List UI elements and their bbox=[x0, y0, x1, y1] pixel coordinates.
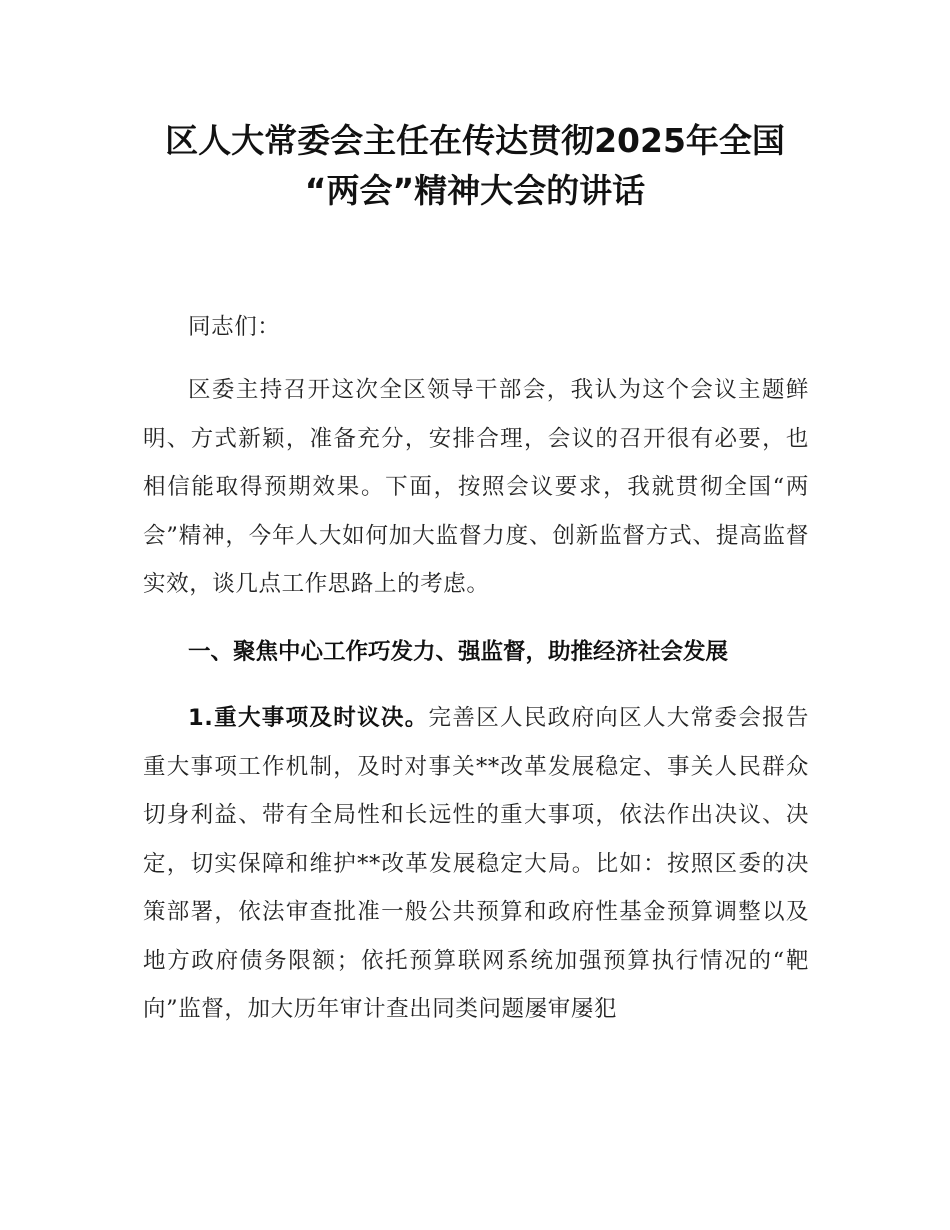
document-title bbox=[0, 116, 950, 216]
title-line-2: “两会”精神大会的讲话 bbox=[304, 171, 646, 210]
item-1-text: 完善区人民政府向区人大常委会报告重大事项工作机制，及时对事关**改革发展稳定、事关人民群众切身利益、带有全局性和长远性的重大事项，依法作出决议、决定，切实保障和维护**改革发展稳定大局。比如：按照区委的决策部署，依法审查批准一般公共预算和政府性基金预算调整以及地方政府债务限额；依托预算联网系统加强预算执行情况的“靶向”监督，加大历年审计查出同类问题屡审屡犯 bbox=[143, 705, 809, 1022]
section-1-heading: 一、聚焦中心工作巧发力、强监督，助推经济社会发展 bbox=[188, 639, 729, 665]
paragraph-1-block bbox=[143, 366, 809, 609]
greeting-block bbox=[143, 303, 809, 352]
paragraph-2 bbox=[143, 694, 809, 1034]
paragraph-2-block bbox=[143, 694, 809, 1034]
title-line-1: 区人大常委会主任在传达贯彻2025年全国 bbox=[165, 121, 785, 160]
greeting: 同志们： bbox=[188, 314, 281, 340]
item-1-lead: 1.重大事项及时议决。 bbox=[188, 705, 429, 731]
paragraph-1: 区委主持召开这次全区领导干部会，我认为这个会议主题鲜明、方式新颖，准备充分，安排合理，会议的召开很有必要，也相信能取得预期效果。下面，按照会议要求，我就贯彻全国“两会”精神，今年人大如何加大监督力度、创新监督方式、提高监督实效，谈几点工作思路上的考虑。 bbox=[143, 377, 809, 597]
